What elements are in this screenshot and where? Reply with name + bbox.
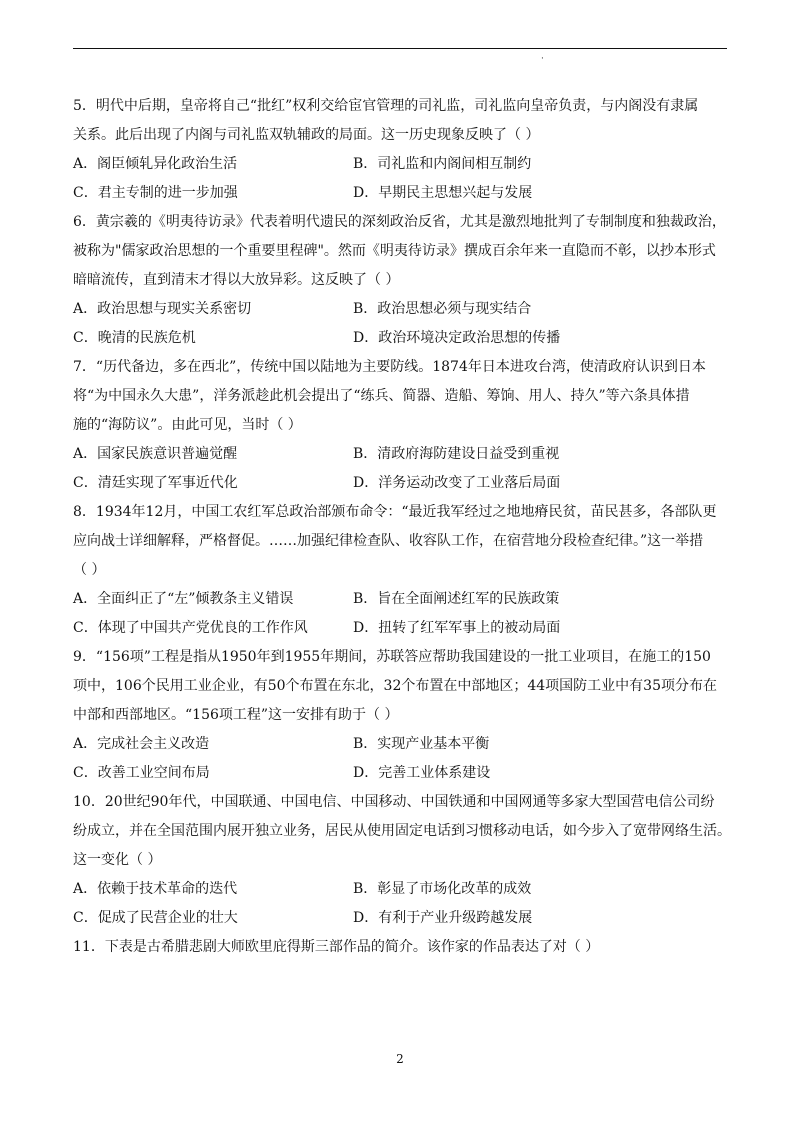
header-rule	[73, 48, 727, 49]
question-text-line: 7．“历代备边，多在西北”，传统中国以陆地为主要防线。1874年日本进攻台湾，使清政府认识到日本	[73, 359, 706, 375]
option-b: B．政治思想必须与现实结合	[353, 301, 532, 317]
question-text-line: 施的“海防议”。由此可见，当时（ ）	[73, 417, 302, 433]
option-b: B．彰显了市场化改革的成效	[353, 881, 532, 897]
option-row	[73, 295, 733, 324]
question-text-line: 将“为中国永久大患”，洋务派趁此机会提出了“练兵、简器、造船、筹饷、用人、持久”等六条具体措	[73, 388, 690, 404]
question-text-line: 6．黄宗羲的《明夷待访录》代表着明代遗民的深刻政治反省，尤其是激烈地批判了专制制度和独裁政治，	[73, 214, 726, 230]
option-d: D．完善工业体系建设	[353, 765, 491, 781]
question-text-line: （ ）	[73, 562, 106, 578]
option-row	[73, 179, 733, 208]
option-d: D．早期民主思想兴起与发展	[353, 185, 533, 201]
question-text-line: 应向战士详细解释，严格督促。……加强纪律检查队、收容队工作，在宿营地分段检查纪律。”这一举措	[73, 533, 704, 549]
question-text-line: 被称为"儒家政治思想的一个重要里程碑"。然而《明夷待访录》撰成百余年来一直隐而不彰，以抄本形式	[73, 243, 716, 259]
question-text-line: 这一变化（ ）	[73, 852, 162, 868]
question-block	[73, 353, 733, 498]
option-a: A．依赖于技术革命的迭代	[73, 881, 238, 897]
option-c: C．君主专制的进一步加强	[73, 185, 238, 201]
option-d: D．有利于产业升级跨越发展	[353, 910, 533, 926]
option-row	[73, 469, 733, 498]
option-row	[73, 585, 733, 614]
option-row	[73, 614, 733, 643]
question-text-line: 暗暗流传，直到清末才得以大放异彩。这反映了（ ）	[73, 272, 400, 288]
question-block	[73, 498, 733, 643]
question-list	[73, 92, 733, 962]
header-mark: ·	[541, 54, 544, 64]
question-text-line: 关系。此后出现了内阁与司礼监双轨辅政的局面。这一历史现象反映了（ ）	[73, 127, 540, 143]
question-text-line: 纷成立，并在全国范围内展开独立业务，居民从使用固定电话到习惯移动电话，如今步入了宽带网络生活。	[73, 823, 731, 839]
option-row	[73, 904, 733, 933]
option-row	[73, 759, 733, 788]
option-c: C．清廷实现了军事近代化	[73, 475, 238, 491]
option-b: B．旨在全面阐述红军的民族政策	[353, 591, 560, 607]
option-row	[73, 875, 733, 904]
question-block	[73, 92, 733, 208]
question-text-line: 11．下表是古希腊悲剧大师欧里庇得斯三部作品的简介。该作家的作品表达了对（ ）	[73, 939, 600, 955]
option-a: A．完成社会主义改造	[73, 736, 210, 752]
option-d: D．政治环境决定政治思想的传播	[353, 330, 561, 346]
option-c: C．促成了民营企业的壮大	[73, 910, 238, 926]
option-row	[73, 730, 733, 759]
option-d: D．洋务运动改变了工业落后局面	[353, 475, 561, 491]
option-c: C．体现了中国共产党优良的工作作风	[73, 620, 308, 636]
option-c: C．改善工业空间布局	[73, 765, 210, 781]
question-text-line: 8．1934年12月，中国工农红军总政治部颁布命令：“最近我军经过之地地瘠民贫，苗民甚多，各部队更	[73, 504, 717, 520]
question-block	[73, 643, 733, 788]
option-c: C．晚清的民族危机	[73, 330, 196, 346]
option-a: A．国家民族意识普遍觉醒	[73, 446, 238, 462]
option-b: B．司礼监和内阁间相互制约	[353, 156, 532, 172]
question-block	[73, 208, 733, 353]
option-b: B．清政府海防建设日益受到重视	[353, 446, 560, 462]
option-a: A．政治思想与现实关系密切	[73, 301, 252, 317]
option-row	[73, 324, 733, 353]
question-block	[73, 788, 733, 933]
option-row	[73, 150, 733, 179]
page-number: 2	[396, 1052, 404, 1066]
question-text-line: 项中，106个民用工业企业，有50个布置在东北，32个布置在中部地区；44项国防工业中有35项分布在	[73, 678, 717, 694]
option-row	[73, 440, 733, 469]
question-text-line: 9．“156项”工程是指从1950年到1955年期间，苏联答应帮助我国建设的一批工业项目，在施工的150	[73, 649, 711, 665]
question-block	[73, 933, 733, 962]
question-text-line: 10．20世纪90年代，中国联通、中国电信、中国移动、中国铁通和中国网通等多家大型国营电信公司纷	[73, 794, 715, 810]
question-text-line: 5．明代中后期，皇帝将自己“批红”权利交给宦官管理的司礼监，司礼监向皇帝负责，与内阁没有隶属	[73, 98, 699, 114]
option-b: B．实现产业基本平衡	[353, 736, 490, 752]
option-d: D．扭转了红军军事上的被动局面	[353, 620, 561, 636]
question-text-line: 中部和西部地区。“156项工程”这一安排有助于（ ）	[73, 707, 399, 723]
option-a: A．阁臣倾轧异化政治生活	[73, 156, 238, 172]
option-a: A．全面纠正了“左”倾教条主义错误	[73, 591, 294, 607]
